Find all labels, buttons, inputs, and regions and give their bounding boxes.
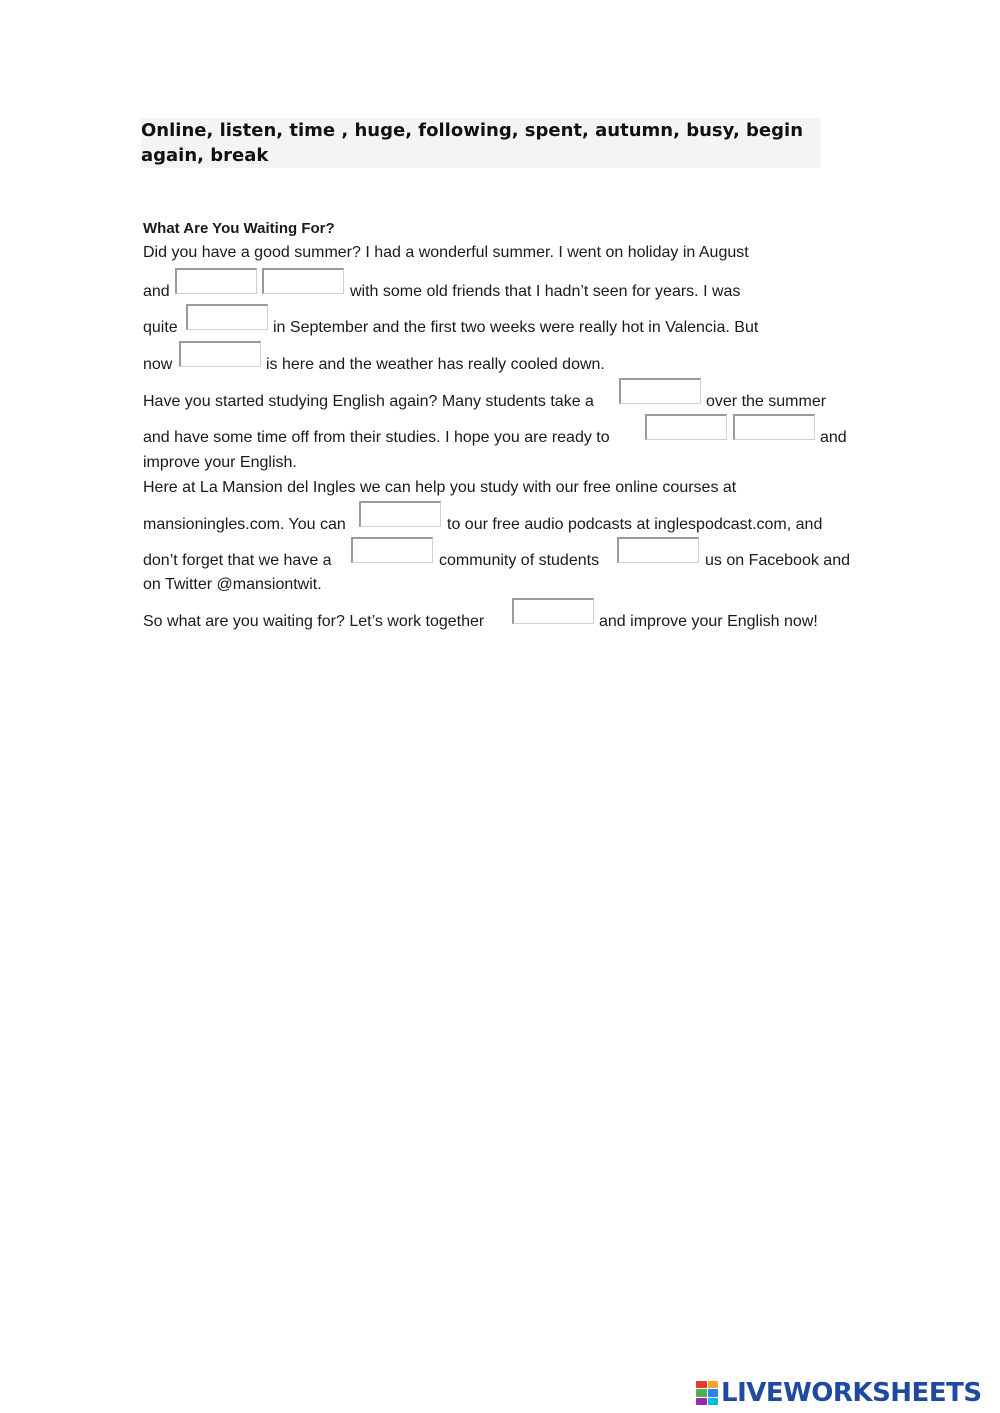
gap-input-11[interactable]	[512, 598, 594, 624]
text-line-10c: us on Facebook and	[705, 552, 850, 569]
worksheet-title: What Are You Waiting For?	[143, 220, 335, 237]
text-line-4a: now	[143, 356, 173, 373]
gap-input-9[interactable]	[351, 537, 433, 563]
text-line-2b: with some old friends that I hadn’t seen for years. I was	[350, 283, 741, 300]
gap-input-6[interactable]	[645, 414, 727, 440]
text-line-12b: and improve your English now!	[599, 613, 818, 630]
text-line-12a: So what are you waiting for? Let’s work together	[143, 613, 485, 630]
logo-text: LIVEWORKSHEETS	[721, 1378, 982, 1408]
gap-input-7[interactable]	[733, 414, 815, 440]
gap-input-10[interactable]	[617, 537, 699, 563]
gap-input-2[interactable]	[262, 268, 344, 294]
text-line-4b: is here and the weather has really cooled down.	[266, 356, 605, 373]
text-line-10b: community of students	[439, 552, 600, 569]
text-line-9a: mansioningles.com. You can	[143, 516, 346, 533]
text-line-6a: and have some time off from their studies. I hope you are ready to	[143, 429, 610, 446]
text-line-2a: and	[143, 283, 170, 300]
text-line-10a: don’t forget that we have a	[143, 552, 332, 569]
gap-input-5[interactable]	[619, 378, 701, 404]
text-line-8: Here at La Mansion del Ingles we can help you study with our free online courses at	[143, 479, 737, 496]
logo-mark-icon	[696, 1381, 718, 1405]
text-line-5a: Have you started studying English again? Many students take a	[143, 393, 594, 410]
text-line-6b: and	[820, 429, 847, 446]
text-line-5b: over the summer	[706, 393, 827, 410]
word-bank: Online, listen, time , huge, following, spent, autumn, busy, begin again, break	[141, 118, 821, 168]
text-line-7: improve your English.	[143, 454, 297, 471]
liveworksheets-logo	[696, 1379, 982, 1407]
text-line-3b: in September and the first two weeks were really hot in Valencia. But	[273, 319, 759, 336]
text-line-3a: quite	[143, 319, 178, 336]
gap-input-8[interactable]	[359, 501, 441, 527]
gap-input-3[interactable]	[186, 304, 268, 330]
gap-input-4[interactable]	[179, 341, 261, 367]
text-line-9b: to our free audio podcasts at inglespodcast.com, and	[447, 516, 823, 533]
gap-input-1[interactable]	[175, 268, 257, 294]
text-line-1: Did you have a good summer? I had a wonderful summer. I went on holiday in August	[143, 244, 749, 261]
text-line-11: on Twitter @mansiontwit.	[143, 576, 322, 593]
